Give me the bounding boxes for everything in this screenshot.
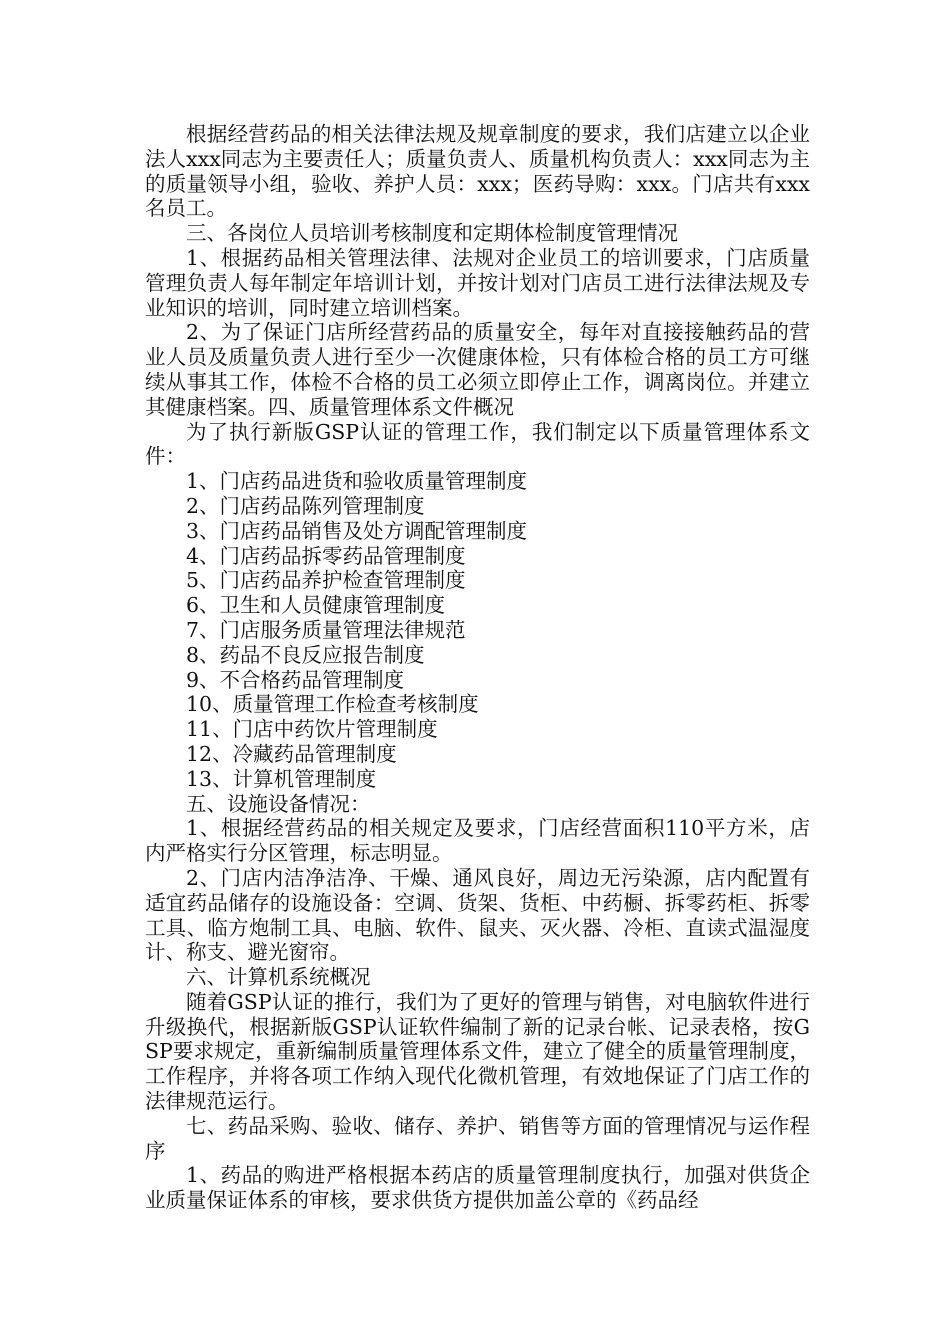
heading-section-7: 七、药品采购、验收、储存、养护、销售等方面的管理情况与运作程序 (145, 1113, 810, 1163)
heading-section-3: 三、各岗位人员培训考核制度和定期体检制度管理情况 (186, 221, 678, 246)
heading-section-6: 六、计算机系统概况 (186, 965, 371, 990)
list-item: 11、门店中药饮片管理制度 (186, 717, 438, 742)
paragraph-org-structure: 根据经营药品的相关法律法规及规章制度的要求，我们店建立以企业法人xxx同志为主要责任人；质量负责人、质量机构负责人：xxx同志为主的质量领导小组，验收、养护人员：xxx；医药导购：xxx。门店共有xxx名员工。 (145, 122, 810, 221)
list-item: 10、质量管理工作检查考核制度 (186, 692, 479, 717)
list-item: 7、门店服务质量管理法律规范 (186, 617, 466, 642)
list-item: 3、门店药品销售及处方调配管理制度 (186, 518, 528, 543)
paragraph-training: 1、根据药品相关管理法律、法规对企业员工的培训要求，门店质量管理负责人每年制定年培训计划，并按计划对门店员工进行法律法规及专业知识的培训，同时建立培训档案。 (145, 245, 810, 320)
list-item: 9、不合格药品管理制度 (186, 667, 405, 692)
list-item: 8、药品不良反应报告制度 (186, 642, 425, 667)
list-item: 4、门店药品拆零药品管理制度 (186, 543, 466, 568)
paragraph-procurement: 1、药品的购进严格根据本药店的质量管理制度执行，加强对供货企业质量保证体系的审核，要求供货方提供加盖公章的《药品经 (145, 1163, 810, 1213)
list-item: 1、门店药品进货和验收质量管理制度 (186, 469, 528, 494)
list-item: 12、冷藏药品管理制度 (186, 741, 397, 766)
heading-section-5: 五、设施设备情况： (186, 791, 371, 816)
paragraph-gsp-intro: 为了执行新版GSP认证的管理工作，我们制定以下质量管理体系文件： (145, 419, 810, 469)
list-item: 5、门店药品养护检查管理制度 (186, 568, 466, 593)
list-item: 13、计算机管理制度 (186, 766, 377, 791)
paragraph-health-check: 2、为了保证门店所经营药品的质量安全，每年对直接接触药品的营业人员及质量负责人进行至少一次健康体检，只有体检合格的员工方可继续从事其工作，体检不合格的员工必须立即停止工作，调离岗位。并建立其健康档案。四、质量管理体系文件概况 (145, 320, 810, 419)
paragraph-facility-area: 1、根据经营药品的相关规定及要求，门店经营面积110平方米，店内严格实行分区管理，标志明显。 (145, 816, 810, 866)
paragraph-computer-system: 随着GSP认证的推行，我们为了更好的管理与销售，对电脑软件进行升级换代，根据新版GSP认证软件编制了新的记录台帐、记录表格，按GSP要求规定，重新编制质量管理体系文件，建立了健全的质量管理制度，工作程序，并将各项工作纳入现代化微机管理，有效地保证了门店工作的法律规范运行。 (145, 989, 810, 1114)
paragraph-facility-equipment: 2、门店内洁净洁净、干燥、通风良好，周边无污染源，店内配置有适宜药品储存的设施设备：空调、货架、货柜、中药橱、拆零药柜、拆零工具、临方炮制工具、电脑、软件、鼠夹、灭火器、冷柜、直读式温湿度计、称支、避光窗帘。 (145, 865, 810, 965)
list-item: 2、门店药品陈列管理制度 (186, 493, 425, 518)
document-body (145, 122, 810, 1213)
document-list (145, 469, 810, 791)
list-item: 6、卫生和人员健康管理制度 (186, 593, 446, 618)
